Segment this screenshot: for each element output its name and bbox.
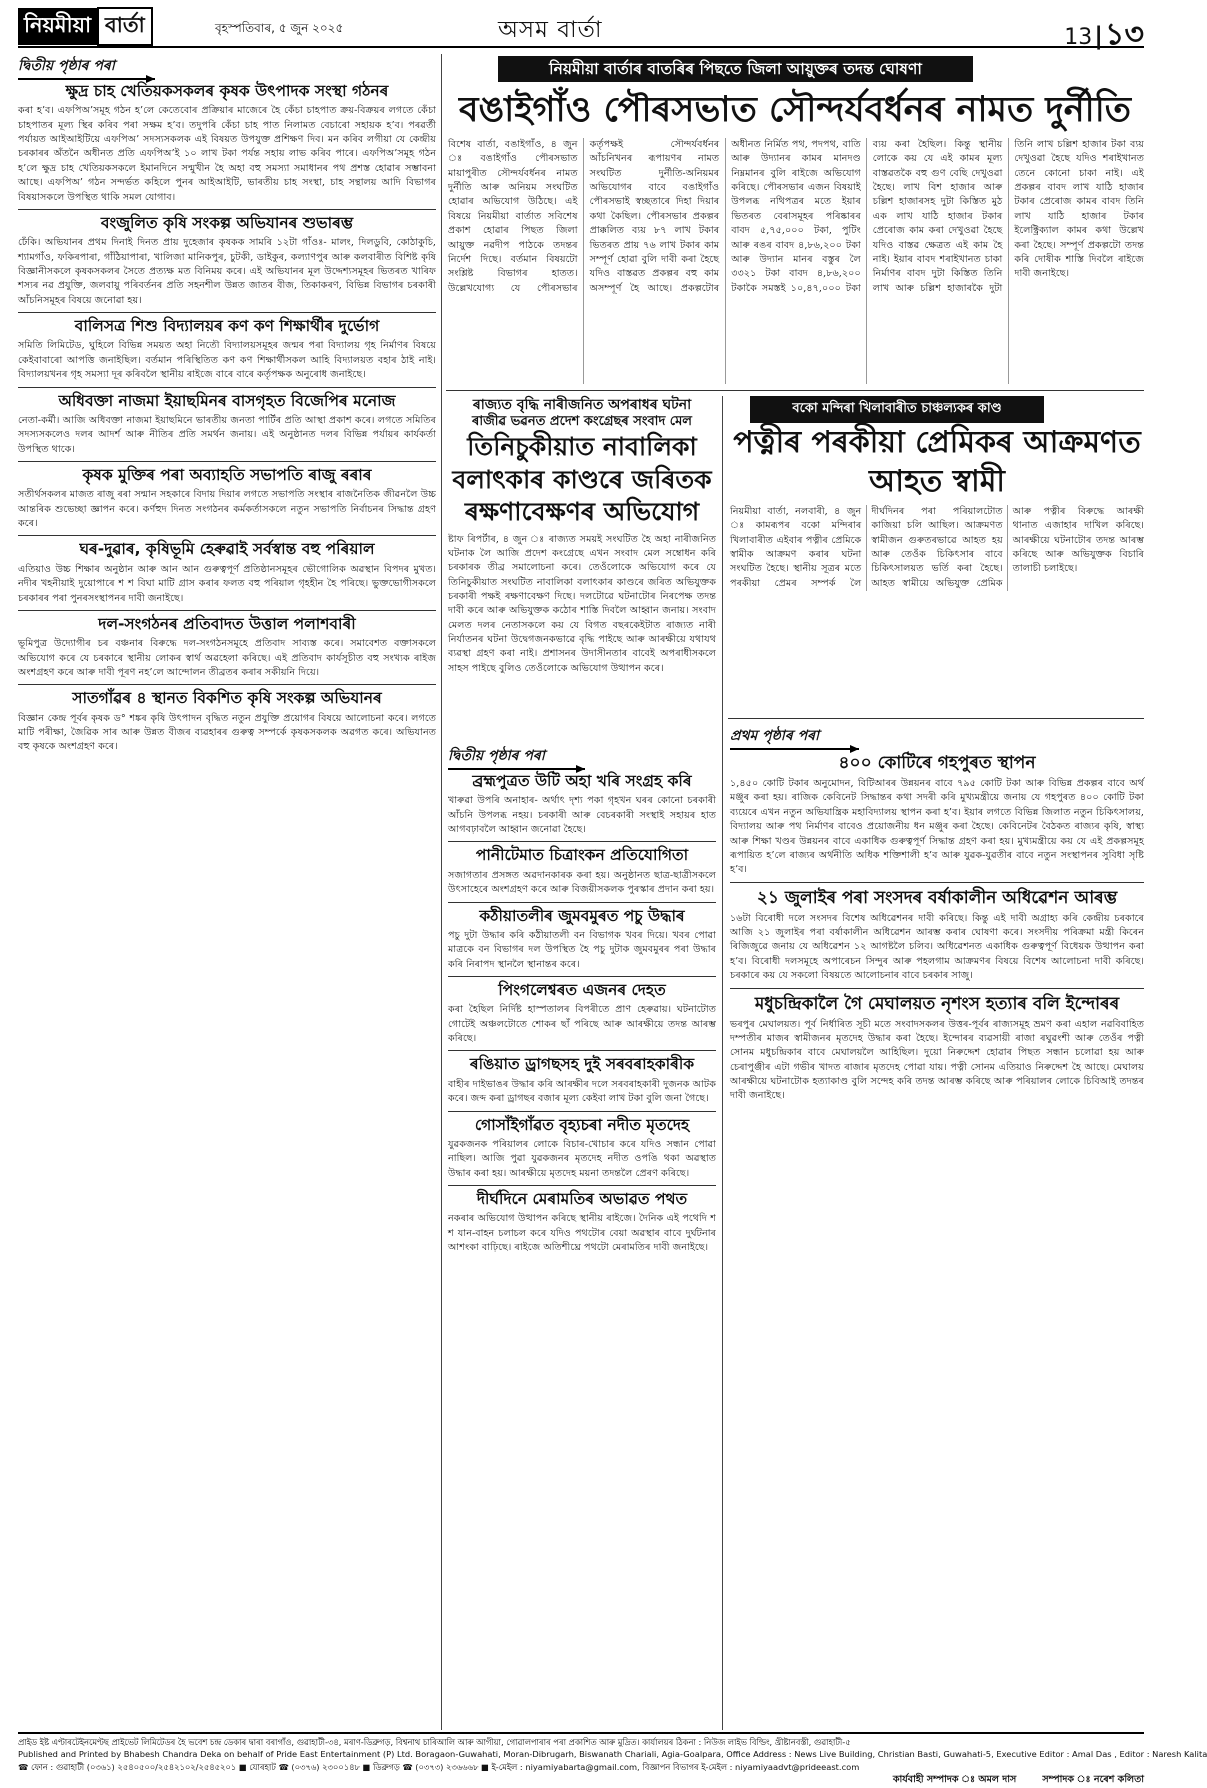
mid-story-kicker-2: ৰাজীৱ ভৱনত প্ৰদেশ কংগ্ৰেছৰ সংবাদ মেল: [472, 414, 692, 430]
article-headline: কৃষক মুক্তিৰ পৰা অব্যাহতি সভাপতি ৰাজু ৰৰাৰ: [82, 465, 372, 484]
article[interactable]: [18, 615, 436, 680]
article-headline: পিংগলেশ্বৰত এজনৰ দেহত: [498, 981, 666, 999]
page-number-assamese: ১৩: [1105, 17, 1144, 52]
newspaper-page: [18, 8, 1207, 1786]
article-headline: ৪০০ কোটিৰে গহপুৰত স্থাপন: [838, 753, 1036, 773]
divider: [18, 461, 436, 462]
logo-part-2: বাৰ্তা: [97, 7, 153, 46]
page-number-latin: 13: [1064, 25, 1093, 50]
section-title: অসম বাৰ্তা: [498, 17, 603, 43]
continued-tag: প্ৰথম পৃষ্ঠাৰ পৰা: [730, 724, 859, 750]
article-body: কৰা হ’ব। এফপিঅ’সমূহ গঠন হ’লে কেতেবোৰ প্ৰক্ৰিয়াৰ মাজেৰে হৈ কেঁচা চাহপাত ক্ৰয়-বিক্ৰয়ৰ লগতে কেঁচা চাহপাতৰ মূল্য স্থিৰ কৰিব পৰা সক্ষম হ’ব। তদুপৰি কেঁচা চাহ পাত নিলামত বেচাৰো সহায়ক হ’ব। পৰৱৰ্তী পৰ্যায়ত আইআইটিয়ে এফপিঅ’ সদস্যসকলক এই বিষয়ত উপযুক্ত প্ৰশিক্ষণ দিব। মন কৰিব লগীয়া যে কেন্দ্ৰীয় চৰকাৰৰ অঁতনৈ অধীনত প্ৰতি এফপিঅ’ই ১০ লাখ টকা পৰ্যন্ত সহায় লাভ কৰিব পাৰে। এফপিঅ’সমূহ গঠন হ’লে ক্ষুদ্ৰ চাহ খেতিয়কসকলে ইমানদিনে সন্মুখীন হৈ অহা বহু সমস্যা সমাধানৰ পথ প্ৰশস্ত হোৱাৰ সম্ভাবনা আছে। এফপিঅ’ গঠন সন্দৰ্ভত কহিলে পুনৰ আইআইটি, ভাৰতীয় চাহ সংস্থা, চাহ সন্থালয় আদি বিভাগৰ বিষয়াসকলে উপস্থিত থাকি সমল যোগাব।: [18, 105, 436, 203]
article-body: খাৰুৱা উপৰি অনাহাৰ- অৰ্থাৎ দৃশ্য পকা গৃহখন ঘৰৰ কোনো চৰকাৰী আঁচনি উপলব্ধ নহয়। চৰকাৰী আৰু বেচৰকাৰী সংস্থাই সহায়ৰ হাত আগবঢ়াবলৈ আহ্বান জনোৱা হৈছে।: [448, 795, 716, 836]
article-headline: পানীটেমাত চিত্ৰাংকন প্ৰতিযোগিতা: [475, 846, 689, 865]
article-headline: দল-সংগঠনৰ প্ৰতিবাদত উত্তাল পলাশবাৰী: [98, 614, 356, 633]
article-headline: ব্ৰহ্মপুত্ৰত উটি অহা খৰি সংগ্ৰহ কৰি: [472, 772, 692, 790]
issue-date: বৃহস্পতিবাৰ, ৫ জুন ২০২৫: [215, 21, 344, 35]
article-headline: ঘৰ-দুৱাৰ, কৃষিভূমি হেৰুৱাই সৰ্বস্বান্ত বহু পৰিয়াল: [79, 540, 375, 559]
article-body: কৰা হৈছিল নিৰ্দিষ্ট হাস্পতালৰ বিপৰীতে প্ৰাণ হেৰুৱায়। ঘটনাটোত গোটেই অঞ্চলটোতে শোকৰ ছাঁ পৰিছে আৰু আৰক্ষীয়ে তদন্ত আৰম্ভ কৰিছে।: [448, 1004, 716, 1045]
article[interactable]: [448, 981, 716, 1046]
right-lower-column: [730, 724, 1144, 1730]
divider: [18, 535, 436, 536]
article-body: যুৱকজনক পৰিয়ালৰ লোকে বিচাৰ-খোচাৰ কৰে যদিও সন্ধান পোৱা নাছিল। আজি পুৱা যুৱকজনৰ মৃতদেহ নদীত ওপঙি থকা অৱস্থাত উদ্ধাৰ কৰা হয়। আৰক্ষীয়ে মৃতদেহ ময়না তদন্তলৈ প্ৰেৰণ কৰিছে।: [448, 1138, 716, 1179]
divider: [446, 390, 1144, 391]
top-story-body: বিশেষ বাৰ্তা, বঙাইগাঁও, ৪ জুন ঃ বঙাইগাঁও পৌৰসভাত মায়াপুৰীত সৌন্দৰ্যবৰ্ধনৰ নামত দুৰ্নীতি আৰু অনিয়ম সংঘটিত হোৱাৰ অভিযোগ উঠিছে। এই বিষয়ে নিয়মীয়া বাৰ্তাত সবিশেষ প্ৰকাশ হোৱাৰ পিছত জিলা আয়ুক্ত নৱদীপ পাঠকে তদন্তৰ নিৰ্দেশ দিছে। বৰ্তমান বিষয়টো সংশ্লিষ্ট বিভাগৰ হাতত। উল্লেখযোগ্য যে পৌৰসভাৰ কৰ্তৃপক্ষই সৌন্দৰ্যবৰ্ধনৰ আঁচনিখনৰ ৰূপায়ণৰ নামত সংঘটিত দুৰ্নীতি-অনিয়মৰ অভিযোগৰ বাবে বঙাইগাঁও পৌৰসভাই স্বচ্ছতাৰে দিহা দিয়াৰ কথা কৈছিল। পৌৰসভাৰ প্ৰকল্পৰ প্ৰাক্কলিত ব্যয় ৮৭ লাখ টকাৰ ভিতৰত প্ৰায় ৭৬ লাখ টকাৰ কাম সম্পূৰ্ণ হোৱা বুলি দাবী কৰা হৈছে যদিও বাস্তৱত প্ৰকল্পৰ বহু কাম অসম্পূৰ্ণ হৈ আছে। প্ৰকল্পটোৰ অধীনত নিৰ্মিত পথ, পদপথ, বাতি আৰু উদ্যানৰ কামৰ মানদণ্ড নিম্নমানৰ বুলি ৰাইজে অভিযোগ কৰিছে। পৌৰসভাৰ এজন বিষয়াই উপলব্ধ নথিপত্ৰৰ মতে ইয়াৰ ভিতৰত বেৰাসমূহৰ পৰিষ্কাৰৰ বাবদ ৫,৭৫,০০০ টকা, পুটিং আৰু ৰঙৰ বাবদ ৪,৮৬,২০০ টকা আৰু উদ্যান মানৰ বস্তুৰ লৈ ৩৩২১ টকা বাবদ ৪,৮৬,২০০ টকাকৈ সমস্তই ১০,৪৭,০০০ টকা ব্যয় কৰা হৈছিল। কিন্তু স্থানীয় লোকে কয় যে এই কামৰ মূল্য বাস্তৱতকৈ বহু গুণ বেছি দেখুওৱা হৈছে। লাখ বিশ হাজাৰ আৰু চল্লিশ হাজাৰসহ দুটা কিস্তিত মুঠ এক লাখ যাঠি হাজাৰ টকাৰ প্ৰেৰোজ কাম কৰা দেখুওৱা হৈছে যদিও বাস্তৱ ক্ষেত্ৰত এই কাম হৈ নাই। ইয়াৰ বাবদ শৰাইখানত চাকা নিৰ্মাণৰ বাবদ দুটা কিস্তিত তিনি লাখ আৰু চল্লিশ হাজাৰকৈ দুটা তিনি লাখ চল্লিশ হাজাৰ টকা ব্যয় দেখুওৱা হৈছে যদিও শৰাইখানত তেনে কোনো চাকা নাই। এই প্ৰকল্পৰ বাবদ লাখ যাঠি হাজাৰ টকাৰ প্ৰেৰোজ কামৰ বাবদ তিনি লাখ যাঠি হাজাৰ টকাৰ ইলেক্ট্ৰিক্যাল কামৰ কথা উল্লেখ কৰা হৈছে। সম্পূৰ্ণ প্ৰকল্পটো তদন্ত কৰি দোষীক শাস্তি দিবলৈ ৰাইজে দাবী জনাইছে।: [448, 139, 1144, 294]
article[interactable]: [18, 689, 436, 754]
divider: [448, 841, 716, 842]
article[interactable]: [730, 887, 1144, 984]
article-body: ১,৪৫০ কোটি টকাৰ অনুমোদন, বিটিআৰৰ উন্নয়নৰ বাবে ৭৯৫ কোটি টকা আৰু বিভিন্ন প্ৰকল্পৰ বাবে অৰ্থ মঞ্জুৰ কৰা হয়। ৰাজিক কেবিনেট সিদ্ধান্তৰ কথা সদৰী কৰি মুখ্যমন্ত্ৰীয়ে জনায় যে গহপুৰত ৪০০ কোটি টকা ব্যয়েৰে এখন নতুন অভিযান্ত্ৰিক মহাবিদ্যালয় স্থাপন কৰা হ’ব। ইয়াৰ লগতে বিভিন্ন জিলাত নতুন চিকিৎসালয়, বিদ্যালয় আৰু পথ নিৰ্মাণৰ বাবেও প্ৰয়োজনীয় ধন মঞ্জুৰ কৰা হৈছে। কেবিনেটৰ বৈঠকত ৰাজ্যৰ কৃষি, স্বাস্থ্য আৰু শিক্ষা খণ্ডৰ উন্নয়নৰ বাবে একাধিক গুৰুত্বপূৰ্ণ সিদ্ধান্ত গ্ৰহণ কৰা হয়। মুখ্যমন্ত্ৰীয়ে কয় যে এই প্ৰকল্পসমূহ ৰূপায়িত হ’লে ৰাজ্যৰ অৰ্থনীতি অধিক শক্তিশালী হ’ব আৰু যুৱক-যুৱতীৰ বাবে নতুন সংস্থাপনৰ সুবিধা সৃষ্টি হ’ব।: [730, 778, 1144, 876]
top-story-kicker: নিয়মীয়া বাৰ্তাৰ বাতৰিৰ পিছতে জিলা আয়ুক্তৰ তদন্ত ঘোষণা: [498, 56, 973, 82]
mid-story-headline: তিনিচুকীয়াত নাবালিকা বলাৎকাৰ কাণ্ডৰে জৰিতক ৰক্ষণাবেক্ষণৰ অভিযোগ: [452, 432, 712, 527]
article[interactable]: [730, 993, 1144, 1104]
article[interactable]: [448, 1116, 716, 1181]
right-mid-body: নিয়মীয়া বাৰ্তা, নলবাৰী, ৪ জুন ঃ কামৰূপৰ বকো মন্দিৰাৰ খিলাবাৰীত এইবাৰ পত্নীৰ প্ৰেমিকে স্বামীক আক্ৰমণ কৰাৰ ঘটনা সংঘটিত হৈছে। স্থানীয় সূত্ৰৰ মতে পৰকীয়া প্ৰেমৰ সম্পৰ্ক লৈ দীৰ্ঘদিনৰ পৰা পৰিয়ালটোত কাজিয়া চলি আছিল। আক্ৰমণত স্বামীজন গুৰুতৰভাৱে আহত হয় আৰু তেওঁক চিকিৎসাৰ বাবে চিকিৎসালয়ত ভৰ্তি কৰা হৈছে। আহত স্বামীয়ে অভিযুক্ত প্ৰেমিক আৰু পত্নীৰ বিৰুদ্ধে আৰক্ষী থানাত এজাহাৰ দাখিল কৰিছে। আৰক্ষীয়ে ঘটনাটোৰ তদন্ত আৰম্ভ কৰিছে আৰু অভিযুক্তক বিচাৰি তালাচী চলাইছে।: [730, 506, 1144, 589]
article-headline: কঠীয়াতলীৰ জুমবমুৰত পচু উদ্ধাৰ: [479, 906, 685, 925]
mid-left-column: [448, 744, 716, 1730]
mid-story[interactable]: [448, 396, 716, 740]
article[interactable]: [18, 540, 436, 605]
article[interactable]: [18, 317, 436, 382]
executive-editor: কাৰ্যবাহী সম্পাদক ঃ অমল দাস: [892, 1774, 1017, 1786]
article[interactable]: [18, 466, 436, 531]
article-headline: মধুচন্দ্ৰিকালৈ গৈ মেঘালয়ত নৃশংস হত্যাৰ বলি ইন্দোৰৰ: [754, 993, 1120, 1014]
article-body: ভৰপুৰ মেঘালয়ত। পূৰ্ব নিৰ্ধাৰিত সূচী মতে সংবাদসকলৰ উত্তৰ-পূৰ্বৰ ৰাজ্যসমূহ ভ্ৰমণ কৰা এহাল নৱবিবাহিত দম্পতীৰ মাজৰ স্বামীজনৰ মৃতদেহ উদ্ধাৰ কৰা হৈছে। ইন্দোৰৰ ব্যৱসায়ী ৰাজা ৰঘুৱংশী আৰু তেওঁৰ পত্নী সোনম মধুচন্দ্ৰিকাৰ বাবে মেঘালয়লৈ আহিছিল। দুয়ো নিৰুদ্দেশ হোৱাৰ পিছত সন্ধান চলোৱা হয় আৰু চেৰাপুঞ্জীৰ এটা গভীৰ খাদত ৰাজাৰ মৃতদেহ পোৱা যায়। পত্নী সোনম এতিয়াও নিৰুদ্দেশ হৈ আছে। মেঘালয় আৰক্ষীয়ে ঘটনাটোক হত্যাকাণ্ড বুলি সন্দেহ কৰি তদন্ত আৰম্ভ কৰিছে আৰু পৰিয়ালৰ লোকে চিবিআই তদন্তৰ দাবী জনাইছে।: [730, 1018, 1144, 1102]
right-mid-kicker: বকো মন্দিৰা খিলাবাৰীত চাঞ্চল্যকৰ কাণ্ড: [750, 396, 1044, 423]
divider: [730, 882, 1144, 883]
article-headline: ২১ জুলাইৰ পৰা সংসদৰ বৰ্ষাকালীন অধিৱেশন আৰম্ভ: [756, 887, 1118, 908]
divider: [18, 209, 436, 210]
article-body: বিজ্ঞান কেন্দ্ৰ পূৰ্বৰ কৃষক ড° শঙ্কৰ কৃষি উৎপাদন বৃদ্ধিত নতুন প্ৰযুক্তি প্ৰয়োগৰ বিষয়ে আলোচনা কৰে। লগতে মাটি পৰীক্ষা, জৈৱিক সাৰ আৰু উন্নত বীজৰ ব্যৱহাৰৰ গুৰুত্ব সম্পৰ্কে কৃষকসকলক অৱগত কৰে। অভিযানত বহু কৃষকে অংশগ্ৰহণ কৰে।: [18, 712, 436, 753]
continued-tag: দ্বিতীয় পৃষ্ঠাৰ পৰা: [18, 54, 155, 80]
article[interactable]: [448, 1055, 716, 1106]
divider: [728, 718, 1144, 719]
article-body: নেতা-কৰ্মী। আজি অধিবক্তা নাজমা ইয়াছমিনে ভাৰতীয় জনতা পাৰ্টিৰ প্ৰতি আস্থা প্ৰকাশ কৰে। লগতে সমিতিৰ সদস্যসকলেও দলৰ আদৰ্শ আৰু নীতিৰ প্ৰতি সমৰ্থন জনায়। এই অনুষ্ঠানত দলৰ বিভিন্ন পৰ্যায়ৰ কাৰ্যকৰ্তা উপস্থিত থাকে।: [18, 414, 436, 455]
divider: [18, 312, 436, 313]
mid-story-body: ষ্টাফ ৰিপৰ্টাৰ, ৪ জুন ঃ ৰাজ্যত সময়ই সংঘটিত হৈ অহা নাৰীজনিত ঘটনাক লৈ আজি প্ৰদেশ কংগ্ৰেছে এখন সংবাদ মেল সম্বোধন কৰি চৰকাৰক তীব্ৰ সমালোচনা কৰে। তেওঁলোকে অভিযোগ কৰে যে তিনিচুকীয়াত সংঘটিত নাবালিকা বলাৎকাৰ কাণ্ডৰে জৰিত অভিযুক্তক চৰকাৰী পক্ষই ৰক্ষণাবেক্ষণ দিছে। দলটোৱে ঘটনাটোৰ নিৰপেক্ষ তদন্ত দাবী কৰে আৰু অভিযুক্তক কঠোৰ শাস্তি দিবলৈ আহ্বান জনায়। সংবাদ মেলত দলৰ নেতাসকলে কয় যে বিগত বছৰকেইটাত ৰাজ্যত নাৰী নিৰ্যাতনৰ ঘটনা উদ্বেগজনকভাৱে বৃদ্ধি পাইছে আৰু আৰক্ষীয়ে যথাযথ ব্যৱস্থা গ্ৰহণ কৰা নাই। প্ৰশাসনৰ উদাসীনতাৰ বাবেই অপৰাধীসকলে সাহস পাইছে বুলিও তেওঁলোকে অভিযোগ উত্থাপন কৰে।: [448, 533, 716, 674]
article[interactable]: [18, 82, 436, 205]
article-headline: বংজুলিত কৃষি সংকল্প অভিযানৰ শুভাৰম্ভ: [100, 213, 354, 232]
mid-story-kicker: ৰাজ্যত বৃদ্ধি নাৰীজনিত অপৰাধৰ ঘটনা: [472, 397, 692, 413]
imprint-line-assamese: প্ৰাইড ইষ্ট এণ্টাৰটেইনমেণ্টছ প্ৰাইভেট লিমিটেডৰ হৈ ভবেশ চন্দ্ৰ ডেকাৰ দ্বাৰা বৰাগাঁও, গুৱাহাটী-৩৪, মৰাণ-ডিব্ৰুগড়, বিশ্বনাথ চাৰিআলি আৰু আগীয়া, গোৱালপাৰাৰ পৰা প্ৰকাশিত আৰু মুদ্ৰিত। কাৰ্যালয়ৰ ঠিকনা : নিউজ লাইভ বিল্ডিং, খ্ৰীষ্টানবস্তী, গুৱাহাটী-৫: [18, 1737, 851, 1747]
divider: [448, 976, 716, 977]
article-body: নকৰাৰ অভিযোগ উত্থাপন কৰিছে স্থানীয় ৰাইজে। দৈনিক এই পথেদি শ শ যান-বাহন চলাচল কৰে যদিও পথটোৰ বেয়া অৱস্থাৰ বাবে দুৰ্ঘটনাৰ আশংকা বাঢ়িছে। ৰাইজে অতিশীঘ্ৰে পথটো মেৰামতিৰ দাবী জনাইছে।: [448, 1213, 716, 1254]
top-story-headline[interactable]: বঙাইগাঁও পৌৰসভাত সৌন্দৰ্যবৰ্ধনৰ নামত দুৰ্নীতি: [459, 90, 1131, 130]
article-body: পচু দুটা উদ্ধাৰ কৰি কঠীয়াতলী বন বিভাগক খবৰ দিয়ে। খবৰ পোৱা মাত্ৰকে বন বিভাগৰ দল উপস্থিত হৈ পচু দুটাক জুমবমুৰৰ পৰা উদ্ধাৰ কৰি নিৰাপদ স্থানলৈ স্থানান্তৰ কৰে।: [448, 929, 716, 970]
masthead: [18, 8, 1144, 52]
divider: [18, 387, 436, 388]
newspaper-logo[interactable]: [18, 10, 153, 42]
article-headline: গোসাঁইগাঁৱত বৃহ্যচৰা নদীত মৃতদেহ: [474, 1115, 690, 1134]
article-body: ঢেঁকি। অভিযানৰ প্ৰথম দিনাই দিনত প্ৰায় দুহেজাৰ কৃষকক সামৰি ১২টা গাঁওঃ- মালং, দিলডুবি, কোঠাকুচি, শ্যামগাঁও, ফকিৰপাৰা, গাঁঠিয়াপাৰা, খালিজা মানিকপুৰ, চুটকী, ডাইকুৰ, কল্যাণপুৰ আৰু কলবাৰীত বিশিষ্ট কৃষি বিজ্ঞানীসকলে কৃষকসকলৰ সৈতে প্ৰত্যক্ষ মত বিনিময় কৰে। এই অভিযানৰ মূল উদ্দেশ্যসমূহৰ ভিতৰত খাৰিফ শস্যৰ নৱ প্ৰযুক্তি, জলবায়ু পৰিবৰ্তনৰ প্ৰতি সহনশীল উন্নত জাতৰ বীজ, তিকাকৰণ, বিভিন্ন বিভাগৰ চৰকাৰী আঁচনিসমূহৰ বিষয়ে জনোৱা হয়।: [18, 237, 436, 306]
article[interactable]: [730, 752, 1144, 878]
article-body: সমিতি লিমিটেড, ঘুহিলে বিভিন্ন সময়ত অহা নিতৌ বিদ্যালয়সমূহৰ জন্মৰ পৰা বিদ্যালয় গৃহ নিৰ্মাণৰ বিষয়ে কেইবাবাৰো আপত্তি জনাইছিল। বৰ্তমান পৰিস্থিতিত কণ কণ শিক্ষাৰ্থীসকল আহি বিদ্যালয়ত বহাৰ ঠাই নাই। বিদ্যালয়খনৰ গৃহ সমস্যা দূৰ কৰিবলৈ স্থানীয় ৰাইজে বাৰে বাৰে কৰ্তৃপক্ষক অনুৰোধ জনাইছে।: [18, 340, 436, 381]
article-headline: দীৰ্ঘদিনে মেৰামতিৰ অভাৱত পথত: [476, 1190, 688, 1208]
article-headline: সাতগাঁৱৰ ৪ স্থানত বিকশিত কৃষি সংকল্প অভিযানৰ: [72, 689, 382, 708]
divider: [448, 1185, 716, 1186]
column-divider: [441, 54, 442, 1730]
article-headline: বালিসত্ৰ শিশু বিদ্যালয়ৰ কণ কণ শিক্ষাৰ্থীৰ দুৰ্ভোগ: [74, 317, 380, 336]
article[interactable]: [448, 846, 716, 897]
logo-part-1: নিয়মীয়া: [18, 8, 97, 45]
left-column: [18, 54, 436, 1730]
divider: [730, 988, 1144, 989]
right-mid-headline: পত্নীৰ পৰকীয়া প্ৰেমিকৰ আক্ৰমণত আহত স্বামী: [733, 425, 1141, 499]
article[interactable]: [448, 1190, 716, 1255]
article-body: ভূমিপুত্ৰ উদ্যোগীৰ চৰ বঞ্চনাৰ বিৰুদ্ধে দল-সংগঠনসমূহে প্ৰতিবাদ সাব্যস্ত কৰে। সমাবেশত বক্তাসকলে অভিযোগ কৰে যে চৰকাৰে স্থানীয় লোকৰ স্বাৰ্থ অৱহেলা কৰিছে। এই প্ৰতিবাদ কাৰ্যসূচীত বহু সংখ্যক ৰাইজ অংশগ্ৰহণ কৰে আৰু দাবী পূৰণ নহ’লে আন্দোলন তীব্ৰতৰ কৰাৰ সকীয়নি দিয়ে।: [18, 638, 436, 678]
article[interactable]: [448, 907, 716, 972]
article-body: সজাগতাৰ প্ৰসঙ্গত অৱদানকাৰক কৰা হয়। অনুষ্ঠানত ছাত্ৰ-ছাত্ৰীসকলে উৎসাহেৰে অংশগ্ৰহণ কৰে আৰু বিজয়ীসকলক পুৰস্কাৰ প্ৰদান কৰা হয়।: [448, 869, 716, 896]
editor-credits: [18, 1773, 1144, 1787]
divider: [18, 610, 436, 611]
article[interactable]: [18, 392, 436, 457]
article-body: ১৬টা বিৰোধী দলে সংসদৰ বিশেষ অধিৱেশনৰ দাবী কৰিছে। কিন্তু এই দাবী অগ্ৰাহ্য কৰি কেন্দ্ৰীয় চৰকাৰে আজি ২১ জুলাইৰ পৰা বৰ্ষাকালীন অধিৱেশন আৰম্ভ কৰাৰ ঘোষণা কৰে। সংসদীয় পৰিক্ৰমা মন্ত্ৰী কিৰেন ৰিজিজুৱে জনায় যে অধিৱেশন ১২ আগষ্টলৈ চলিব। অধিৱেশনত একাধিক গুৰুত্বপূৰ্ণ বিধেয়ক উত্থাপন কৰা হ’ব। বিৰোধী দলসমূহে অপাৰেচন সিন্দুৰ আৰু পহলগাম আক্ৰমণৰ বিষয়ে বিশেষ আলোচনা দাবী কৰিছে। চৰকাৰে কয় যে সকলো বিষয়তে আলোচনাৰ বাবে চৰকাৰ সাজু।: [730, 912, 1144, 982]
article-body: বাহীৰ দাইভাঙৰ উদ্ধাৰ কৰি আৰক্ষীৰ দলে সৰবৰাহকাৰী দুজনক আটক কৰে। জব্দ কৰা ড্ৰাগছৰ বজাৰ মূল্য কেইবা লাখ টকা বুলি জনা গৈছে।: [448, 1078, 716, 1105]
contact-line: ☎ ফোন : গুৱাহাটী (০৩৬১) ২৫৪০৫০০/২৫৪২১০২/২৫৪৫২০১ ■ যোৰহাট ☎ (০৩৭৬) ২৩০০১৪৮ ■ ডিব্ৰুগড় ☎ (০৩৭৩) ২৩৬৬৬৮ ■ ই-মেইল : niyamiyabarta@gmail.com, বিজ্ঞাপন বিভাগৰ ই-মেইল : niyamiyaadvt@prideeast.com: [18, 1761, 860, 1772]
right-mid-story[interactable]: [730, 396, 1144, 714]
article[interactable]: [448, 772, 716, 837]
article[interactable]: [18, 214, 436, 308]
column-divider: [722, 396, 723, 1730]
divider: [448, 1111, 716, 1112]
divider: [448, 902, 716, 903]
imprint-footer: [18, 1732, 1207, 1788]
divider: [448, 1050, 716, 1051]
article-body: এতিয়াও উচ্চ শিক্ষাৰ অনুষ্ঠান আৰু আন আন গুৰুত্বপূৰ্ণ প্ৰতিষ্ঠানসমূহৰ ভৌগোলিক অৱস্থান বিপদৰ মুখত। নদীৰ খহনীয়াই দুয়োপাৰে শ শ বিঘা মাটি গ্ৰাস কৰাৰ ফলত বহু পৰিয়াল গৃহহীন হৈ পৰিছে। ভুক্তভোগীসকলে চৰকাৰৰ পৰা পুনৰসংস্থাপনৰ দাবী জনাইছে।: [18, 563, 436, 604]
imprint-line-english: Published and Printed by Bhabesh Chandra Deka on behalf of Pride East Entertainment (P) Ltd. Boragaon-Guwahati, Moran-Dibrugarh, Biswanath Chariali, Agia-Goalpara, Office Address : News Live Building, Christian Basti, Guwahati-5, Executive Editor : Amal Das , Editor : Naresh Kalita: [18, 1749, 1207, 1760]
continued-tag: দ্বিতীয় পৃষ্ঠাৰ পৰা: [448, 744, 585, 770]
article-headline: ক্ষুদ্ৰ চাহ খেতিয়কসকলৰ কৃষক উৎপাদক সংস্থা গঠনৰ: [65, 82, 389, 100]
divider: [18, 684, 436, 685]
editor: সম্পাদক ঃ নৰেশ কলিতা: [1042, 1774, 1144, 1786]
article-body: সতীৰ্থসকলৰ মাজত ৰাজু ৰৰা সন্মান সহকাৰে বিদায় দিয়াৰ লগতে সভাপতি সংস্থাৰ ৰাজনৈতিক জীৱনলৈ উচ্চ আন্তৰিক শুভেচ্ছা জ্ঞাপন কৰে। কৰ্ণহুদ দিনত সংগঠনৰ কৰ্মকৰ্তাসকলে নতুন সভাপতি নিৰ্বাচনৰ সিদ্ধান্ত গ্ৰহণ কৰে।: [18, 489, 436, 530]
article-headline: ৰঙিয়াত ড্ৰাগছসহ দুই সৰবৰাহকাৰীক: [469, 1055, 695, 1074]
page-number: 13|১৩: [1064, 17, 1144, 52]
article-headline: অধিবক্তা নাজমা ইয়াছমিনৰ বাসগৃহত বিজেপিৰ মনোজ: [58, 391, 396, 410]
